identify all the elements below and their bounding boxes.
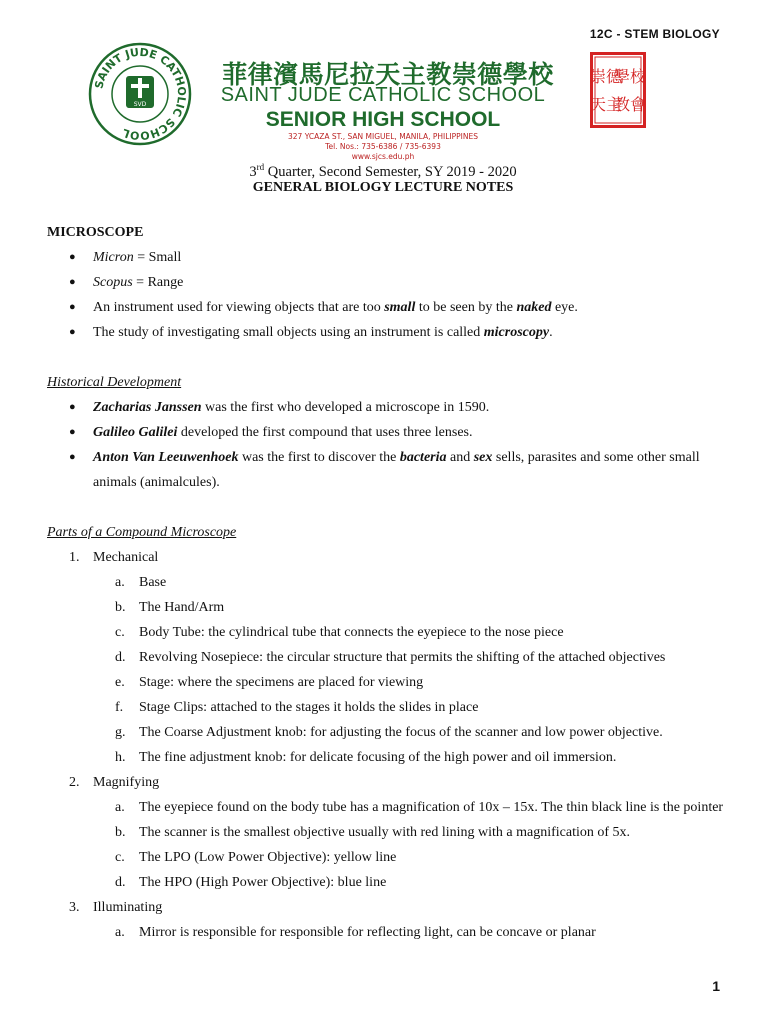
school-logo [88,42,192,146]
list-item: c. The LPO (Low Power Objective): yellow line [115,850,397,865]
school-division: SENIOR HIGH SCHOOL [265,108,501,131]
list-item: ● The study of investigating small objects using an instrument is called microscopy. [47,320,737,345]
list-item: g. The Coarse Adjustment knob: for adjusting the focus of the scanner and low power objective. [115,725,663,740]
logo-ring-text: SAINT JUDE CATHOLIC SCHOOL [92,45,189,143]
list-item: d. The HPO (High Power Objective): blue line [115,875,387,890]
school-phone: Tel. Nos.: 735-6386 / 735-6393 [325,142,441,151]
notes-title: GENERAL BIOLOGY LECTURE NOTES [252,180,514,195]
lecture-content [47,220,737,945]
list-item: ● Anton Van Leeuwenhoek was the first to discover the bacteria and sex sells, parasites and some other small animals (animalcules). [47,445,737,495]
list-item: b. The scanner is the smallest objective usually with red lining with a magnification of 5x. [115,825,631,840]
list-item: c. Body Tube: the cylindrical tube that connects the eyepiece to the nose piece [115,625,564,640]
svg-text:學校: 學校 [613,67,646,86]
course-label: 12C - STEM BIOLOGY [589,27,720,41]
school-chinese-name: 菲律濱馬尼拉天主教崇德學校 [222,60,554,89]
list-item: h. The fine adjustment knob: for delicate focusing of the high power and oil immersion. [115,750,617,765]
school-website: www.sjcs.edu.ph [351,152,415,161]
quarter-line: 3rd Quarter, Second Semester, SY 2019 - 2020 [249,162,517,180]
page-number: 1 [712,978,720,994]
parts-group-magnifying: 2. Magnifying [69,775,160,790]
svg-text:天主: 天主 [590,95,623,114]
list-item: a. The eyepiece found on the body tube has a magnification of 10x – 15x. The thin black line is the pointer [115,800,724,815]
list-item: ● An instrument used for viewing objects that are too small to be seen by the naked eye. [47,295,737,320]
list-item: ● Scopus = Range [47,270,737,295]
list-item: a. Base [115,575,167,590]
list-item: a. Mirror is responsible for responsible for reflecting light, can be concave or planar [115,925,596,940]
list-item: b. The Hand/Arm [115,600,225,615]
list-item: f. Stage Clips: attached to the stages it holds the slides in place [115,700,479,715]
school-address: 327 YCAZA ST., SAN MIGUEL, MANILA, PHILIPPINES [288,132,478,141]
svg-text:教會: 教會 [613,95,646,114]
section-title-parts: Parts of a Compound Microscope [47,525,237,540]
microscope-bullets [47,245,737,345]
list-item: e. Stage: where the specimens are placed for viewing [115,675,424,690]
history-bullets [47,395,737,495]
list-item: ● Micron = Small [47,245,737,270]
logo-badge: SVD [133,101,147,108]
list-item: d. Revolving Nosepiece: the circular structure that permits the shifting of the attached objectives [115,650,666,665]
section-title-history: Historical Development [47,375,182,390]
parts-group-illuminating: 3. Illuminating [69,900,163,915]
red-seal-stamp [590,52,646,128]
list-item: ● Zacharias Janssen was the first who developed a microscope in 1590. [47,395,737,420]
parts-group-mechanical: 1. Mechanical [69,550,159,565]
section-title-microscope: MICROSCOPE [47,225,144,240]
seal-chars-1: 崇德 [590,67,623,86]
list-item: ● Galileo Galilei developed the first compound that uses three lenses. [47,420,737,445]
school-name: SAINT JUDE CATHOLIC SCHOOL [220,84,546,106]
